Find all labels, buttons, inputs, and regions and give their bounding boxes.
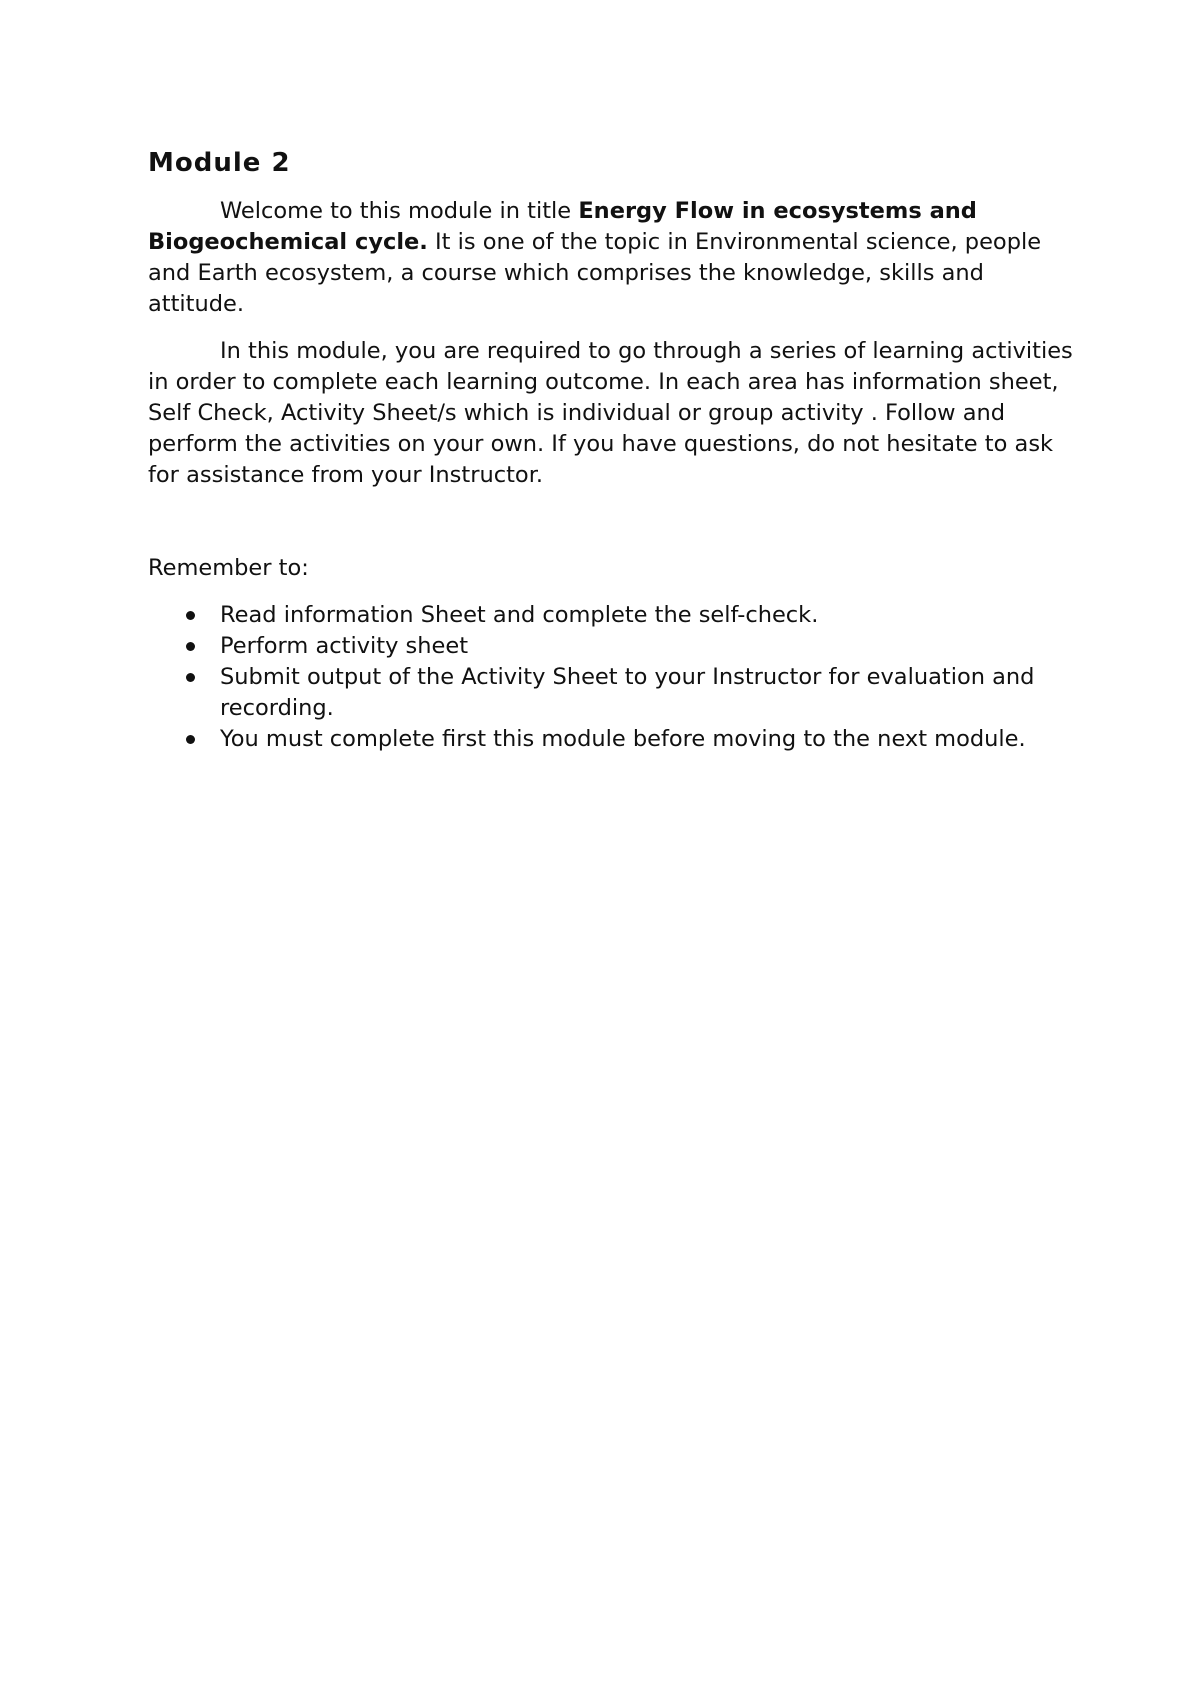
remember-label: Remember to: bbox=[148, 555, 309, 581]
reminder-text: Read information Sheet and complete the self-check. bbox=[220, 602, 819, 628]
intro-bold-title: Energy Flow in ecosystems and Biogeochemical cycle. bbox=[148, 198, 977, 255]
module-title: Module 2 bbox=[148, 148, 291, 178]
reminder-text: Perform activity sheet bbox=[220, 633, 469, 659]
reminder-text: You must complete first this module before moving to the next module. bbox=[220, 726, 1026, 752]
list-item bbox=[148, 600, 1078, 631]
reminder-text: Submit output of the Activity Sheet to your Instructor for evaluation and recording. bbox=[220, 664, 1035, 721]
list-item bbox=[148, 631, 1078, 662]
reminder-list bbox=[148, 600, 1078, 755]
list-item bbox=[148, 724, 1078, 755]
instructions-paragraph: In this module, you are required to go through a series of learning activities in order to complete each learning outcome. In each area has information sheet, Self Check, Activity Sheet/s which is individual or group activity . Follow and perform the activities on your own. If you have questions, do not hesitate to ask for assistance from your Instructor. bbox=[148, 338, 1073, 488]
intro-prefix: Welcome to this module in title bbox=[220, 198, 579, 224]
bullet-icon bbox=[186, 642, 195, 651]
intro-paragraph bbox=[148, 196, 1078, 320]
list-item bbox=[148, 662, 1078, 724]
spacer bbox=[148, 507, 1078, 553]
bullet-icon bbox=[186, 673, 195, 682]
bullet-icon bbox=[186, 735, 195, 744]
document-page bbox=[148, 146, 1078, 755]
bullet-icon bbox=[186, 611, 195, 620]
intro-suffix: It is one of the topic in Environmental science, people and Earth ecosystem, a course which comprises the knowledge, skills and attitude. bbox=[148, 229, 1042, 317]
